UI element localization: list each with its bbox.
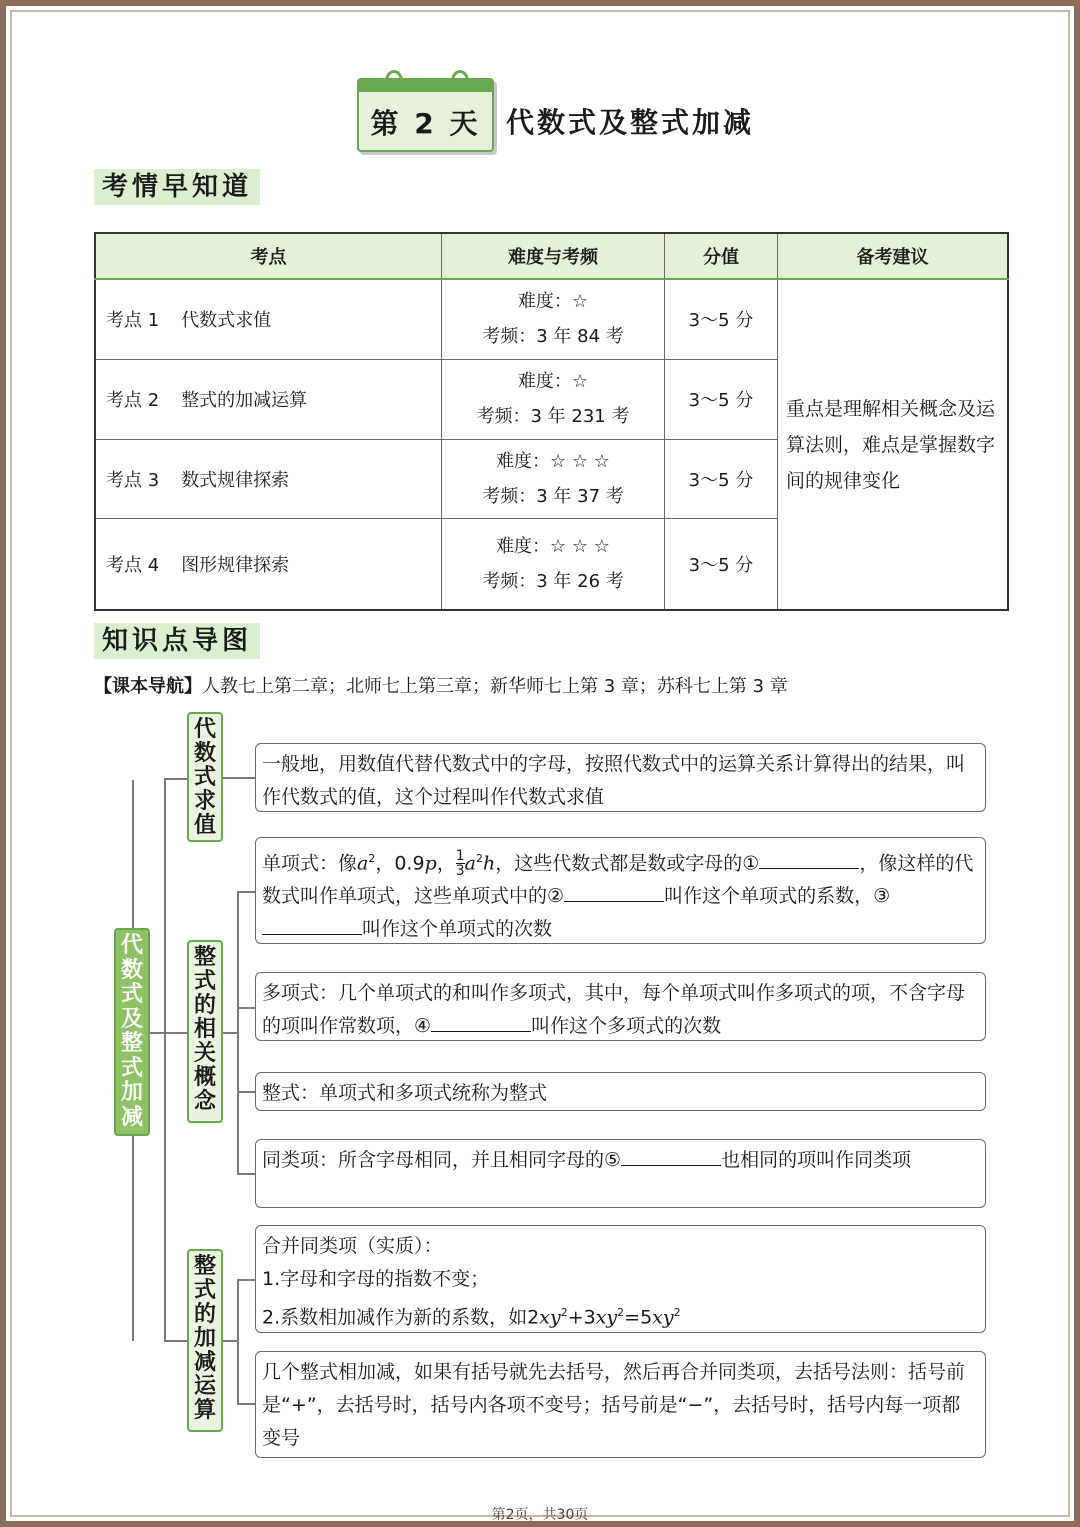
connector-line xyxy=(132,780,134,928)
cell-point xyxy=(95,279,442,359)
ring-icon xyxy=(385,70,403,92)
mindmap-branch-concepts: 整式的相关概念 xyxy=(187,940,223,1123)
monomial-text: 叫作这个单项式的系数， xyxy=(664,885,874,908)
textbook-navigation xyxy=(94,672,788,698)
cell-difficulty xyxy=(442,279,665,359)
mindmap-branch-operations: 整式的加减运算 xyxy=(187,1249,223,1432)
content-box-like-terms xyxy=(255,1139,986,1208)
blank-marker: ④ xyxy=(414,1015,432,1037)
monomial-text: ， xyxy=(436,852,456,875)
math-var: h xyxy=(483,852,496,875)
connector-line xyxy=(237,891,255,893)
cell-score: 3～5 分 xyxy=(665,279,778,359)
connector-line xyxy=(237,1007,255,1009)
connector-line xyxy=(164,1032,187,1034)
nav-label: 【课本导航】 xyxy=(94,676,202,697)
math-var: a xyxy=(464,852,476,875)
connector-line xyxy=(237,1173,255,1175)
section-title-exam-info: 考情早知道 xyxy=(94,169,260,205)
exam-points-table xyxy=(94,232,1009,611)
point-number: 考点 1 xyxy=(106,310,160,332)
cell-difficulty xyxy=(442,439,665,518)
fill-blank-2[interactable] xyxy=(564,881,664,902)
day-label: 第 2 天 xyxy=(370,107,481,140)
math-var: xy xyxy=(539,1306,561,1329)
content-box-brackets: 几个整式相加减，如果有括号就先去括号，然后再合并同类项，去括号法则：括号前是“+”，去括号时，括号内各项不变号；括号前是“−”，去括号时，括号内每一项都变号 xyxy=(255,1351,986,1458)
content-box-monomial xyxy=(255,837,986,944)
section-title-knowledge-map: 知识点导图 xyxy=(94,623,260,659)
math-coef: 2 xyxy=(527,1306,540,1329)
blank-marker: ⑤ xyxy=(604,1149,622,1171)
cell-advice: 重点是理解相关概念及运算法则，难点是掌握数字间的规律变化 xyxy=(778,279,1009,610)
table-header-row xyxy=(95,233,1008,279)
point-name: 数式规律探索 xyxy=(181,469,290,491)
connector-line xyxy=(164,778,187,780)
connector-line xyxy=(237,891,239,1173)
monomial-text: 叫作这个单项式的次数 xyxy=(362,918,553,941)
math-var: xy xyxy=(595,1306,618,1329)
connector-line xyxy=(237,1403,255,1405)
like-terms-text: 也相同的项叫作同类项 xyxy=(721,1149,912,1171)
point-name: 图形规律探索 xyxy=(181,554,290,576)
polynomial-text: 多项式：几个单项式的和叫作多项式，其中，每个单项式叫作多项式的项，不含字母的项叫作常数项， xyxy=(262,982,966,1037)
frequency-text: 考频：3 年 37 考 xyxy=(482,485,624,507)
day-card xyxy=(357,78,494,152)
blank-marker: ① xyxy=(742,852,760,875)
point-number: 考点 4 xyxy=(106,554,160,576)
table-row xyxy=(95,279,1008,359)
math-exp: 2 xyxy=(560,1306,568,1319)
content-box-polynomial xyxy=(255,972,986,1041)
fill-blank-5[interactable] xyxy=(621,1145,721,1166)
difficulty-text: 难度：☆ xyxy=(517,291,589,313)
connector-line xyxy=(223,777,255,779)
combine-rule-2 xyxy=(262,1296,979,1334)
blank-marker: ③ xyxy=(873,885,891,908)
math-exp: 2 xyxy=(476,852,483,865)
fill-blank-1[interactable] xyxy=(759,848,859,869)
monomial-text: ，像这样的代数式叫作单项式，这些单项式中的 xyxy=(262,852,974,908)
page-footer: 第2页，共30页 xyxy=(491,1507,589,1523)
math-var: p xyxy=(424,852,437,875)
connector-line xyxy=(237,1091,255,1093)
mindmap-branch-evaluation: 代数式求值 xyxy=(187,712,223,842)
math-coef: =5 xyxy=(624,1306,653,1329)
content-box-integral: 整式：单项式和多项式统称为整式 xyxy=(255,1072,986,1111)
fraction-numerator: 1 xyxy=(455,848,465,865)
frequency-text: 考频：3 年 26 考 xyxy=(482,570,624,592)
math-var: xy xyxy=(652,1306,674,1329)
like-terms-text: 同类项：所含字母相同，并且相同字母的 xyxy=(262,1149,605,1171)
connector-line xyxy=(164,778,166,1341)
difficulty-text: 难度：☆ ☆ ☆ xyxy=(496,450,610,472)
point-number: 考点 3 xyxy=(106,469,160,491)
math-exp: 2 xyxy=(617,1306,625,1319)
mindmap-root-node: 代数式及整式加减 xyxy=(114,928,150,1136)
fraction-denominator: 3 xyxy=(455,863,465,880)
cell-score: 3～5 分 xyxy=(665,518,778,610)
point-number: 考点 2 xyxy=(106,390,160,411)
fill-blank-3[interactable] xyxy=(262,914,362,935)
header-advice: 备考建议 xyxy=(778,233,1009,279)
connector-line xyxy=(223,1032,237,1034)
cell-point xyxy=(95,439,442,518)
cell-point xyxy=(95,359,442,439)
point-name: 代数式求值 xyxy=(181,310,272,332)
cell-difficulty xyxy=(442,359,665,439)
connector-line xyxy=(223,1340,237,1342)
point-name: 整式的加减运算 xyxy=(181,390,308,411)
math-exp: 2 xyxy=(368,852,376,865)
content-box-combine xyxy=(255,1225,986,1333)
cell-score: 3～5 分 xyxy=(665,359,778,439)
combine-title: 合并同类项（实质）： xyxy=(262,1235,443,1257)
difficulty-text: 难度：☆ ☆ ☆ xyxy=(496,535,610,557)
frequency-text: 考频：3 年 231 考 xyxy=(476,406,630,427)
blank-marker: ② xyxy=(547,885,565,908)
frequency-text: 考频：3 年 84 考 xyxy=(482,326,624,348)
header-score: 分值 xyxy=(665,233,778,279)
difficulty-text: 难度：☆ xyxy=(517,371,589,392)
connector-line xyxy=(132,1136,134,1341)
cell-point xyxy=(95,518,442,610)
content-box-evaluation: 一般地，用数值代替代数式中的字母，按照代数式中的运算关系计算得出的结果，叫作代数式的值，这个过程叫作代数式求值 xyxy=(255,743,986,812)
math-coef: +3 xyxy=(567,1306,596,1329)
math-exp: 2 xyxy=(673,1306,681,1319)
cell-difficulty xyxy=(442,518,665,610)
page-title: 代数式及整式加减 xyxy=(506,106,755,139)
ring-icon xyxy=(451,70,469,92)
day-card-band xyxy=(359,80,492,92)
connector-line xyxy=(237,1279,255,1281)
monomial-text: ，0.9 xyxy=(375,852,425,875)
combine-rule-1: 1.字母和字母的指数不变； xyxy=(262,1268,490,1290)
header-difficulty: 难度与考频 xyxy=(442,233,665,279)
monomial-text: ，这些代数式都是数或字母的 xyxy=(495,852,743,875)
connector-line xyxy=(237,1279,239,1404)
polynomial-text: 叫作这个多项式的次数 xyxy=(531,1015,722,1037)
fraction xyxy=(456,849,465,878)
nav-text: 人教七上第二章；北师七上第三章；新华师七上第 3 章；苏科七上第 3 章 xyxy=(202,676,788,697)
connector-line xyxy=(164,1340,187,1342)
fill-blank-4[interactable] xyxy=(431,1011,531,1032)
header-point: 考点 xyxy=(95,233,442,279)
math-var: a xyxy=(357,852,369,875)
cell-score: 3～5 分 xyxy=(665,439,778,518)
combine-rule-2-text: 2.系数相加减作为新的系数，如 xyxy=(262,1306,528,1329)
monomial-text: 单项式：像 xyxy=(262,852,358,875)
